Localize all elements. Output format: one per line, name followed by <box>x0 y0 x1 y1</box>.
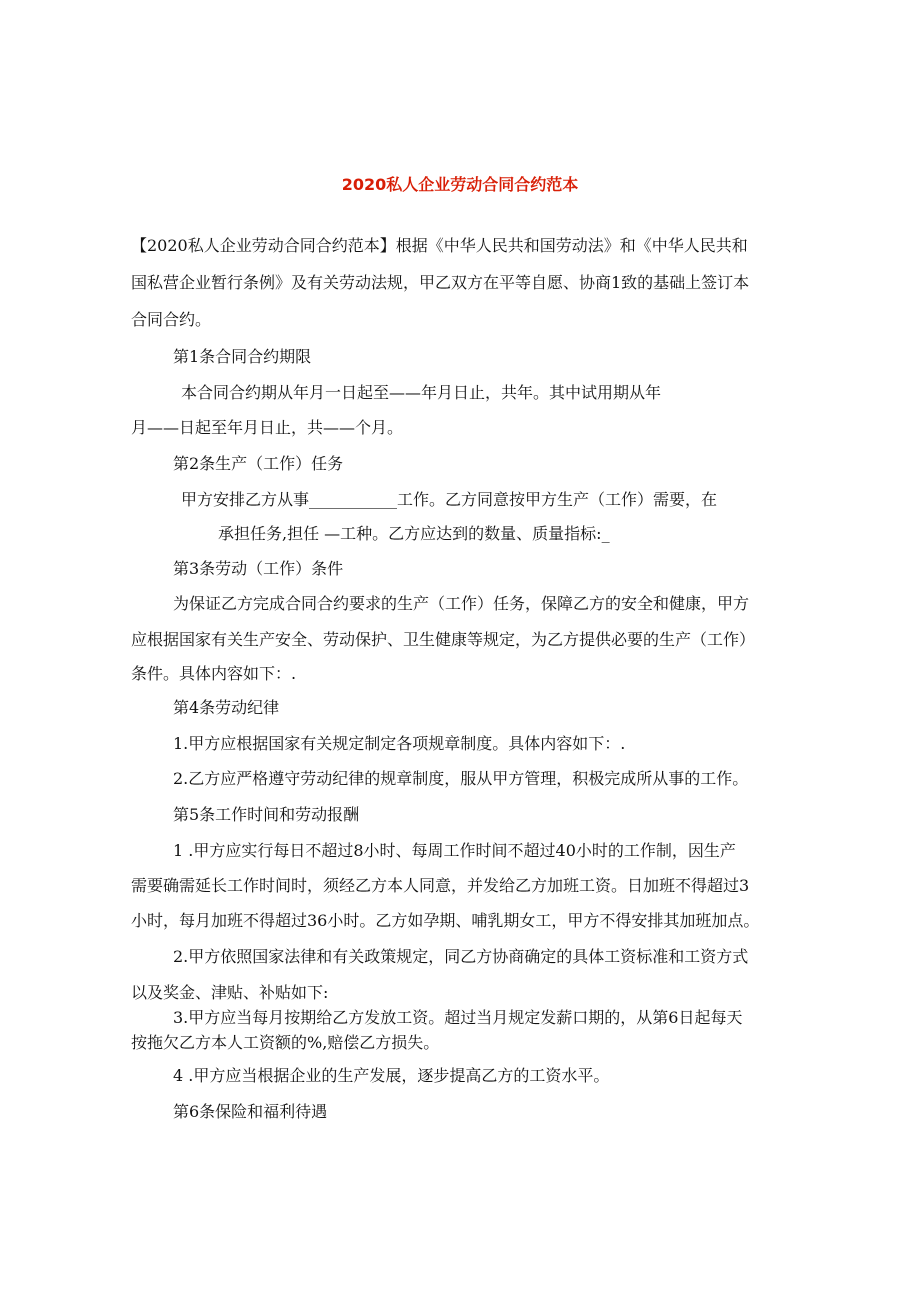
article2-line-2: 承担任务,担任 —工种。乙方应达到的数量、质量指标:_ <box>218 524 610 543</box>
article6-heading: 第6条保险和福利待遇 <box>173 1102 328 1121</box>
article5-line-7: 按拖欠乙方本人工资额的%,赔偿乙方损失。 <box>131 1033 440 1052</box>
intro-line-3: 合同合约。 <box>131 310 212 329</box>
article5-line-3: 小时，每月加班不得超过36小时。乙方如孕期、哺乳期女工，甲方不得安排其加班加点。 <box>131 911 760 930</box>
article4-heading: 第4条劳动纪律 <box>173 698 280 717</box>
article1-line-2: 月——日起至年月日止，共——个月。 <box>131 418 404 437</box>
article5-line-5: 以及奖金、津贴、补贴如下: <box>131 983 329 1002</box>
document-title: 2020私人企业劳动合同合约范本 <box>341 175 579 194</box>
article2-heading: 第2条生产（工作）任务 <box>173 454 344 473</box>
article3-line-1: 为保证乙方完成合同合约要求的生产（工作）任务，保障乙方的安全和健康，甲方 <box>173 594 750 613</box>
intro-line-1: 【2020私人企业劳动合同合约范本】根据《中华人民共和国劳动法》和《中华人民共和 <box>131 236 748 255</box>
article5-line-8: 4 .甲方应当根据企业的生产发展，逐步提高乙方的工资水平。 <box>173 1066 610 1085</box>
intro-line-2: 国私营企业暂行条例》及有关劳动法规，甲乙双方在平等自愿、协商1致的基础上签订本 <box>131 273 750 292</box>
article1-heading: 第1条合同合约期限 <box>173 347 312 366</box>
article5-heading: 第5条工作时间和劳动报酬 <box>173 805 360 824</box>
article5-line-1: 1 .甲方应实行每日不超过8小时、每周工作时间不超过40小时的工作制，因生产 <box>173 841 736 860</box>
article5-line-2: 需要确需延长工作时间时，须经乙方本人同意，并发给乙方加班工资。日加班不得超过3 <box>131 876 750 895</box>
article3-line-2: 应根据国家有关生产安全、劳动保护、卫生健康等规定，为乙方提供必要的生产（工作） <box>131 630 756 649</box>
article3-heading: 第3条劳动（工作）条件 <box>173 559 344 578</box>
article5-line-4: 2.甲方依照国家法律和有关政策规定，同乙方协商确定的具体工资标准和工资方式 <box>173 947 749 966</box>
article5-line-6: 3.甲方应当每月按期给乙方发放工资。超过当月规定发薪口期的，从第6日起每天 <box>173 1008 743 1027</box>
article2-line-1: 甲方安排乙方从事___________工作。乙方同意按甲方生产（工作）需要，在 <box>181 490 718 509</box>
article4-line-2: 2.乙方应严格遵守劳动纪律的规章制度，服从甲方管理，积极完成所从事的工作。 <box>173 769 749 788</box>
article4-line-1: 1.甲方应根据国家有关规定制定各项规章制度。具体内容如下：. <box>173 734 626 753</box>
article1-line-1: 本合同合约期从年月一日起至——年月日止，共年。其中试用期从年 <box>181 383 662 402</box>
article3-line-3: 条件。具体内容如下：. <box>131 664 297 683</box>
